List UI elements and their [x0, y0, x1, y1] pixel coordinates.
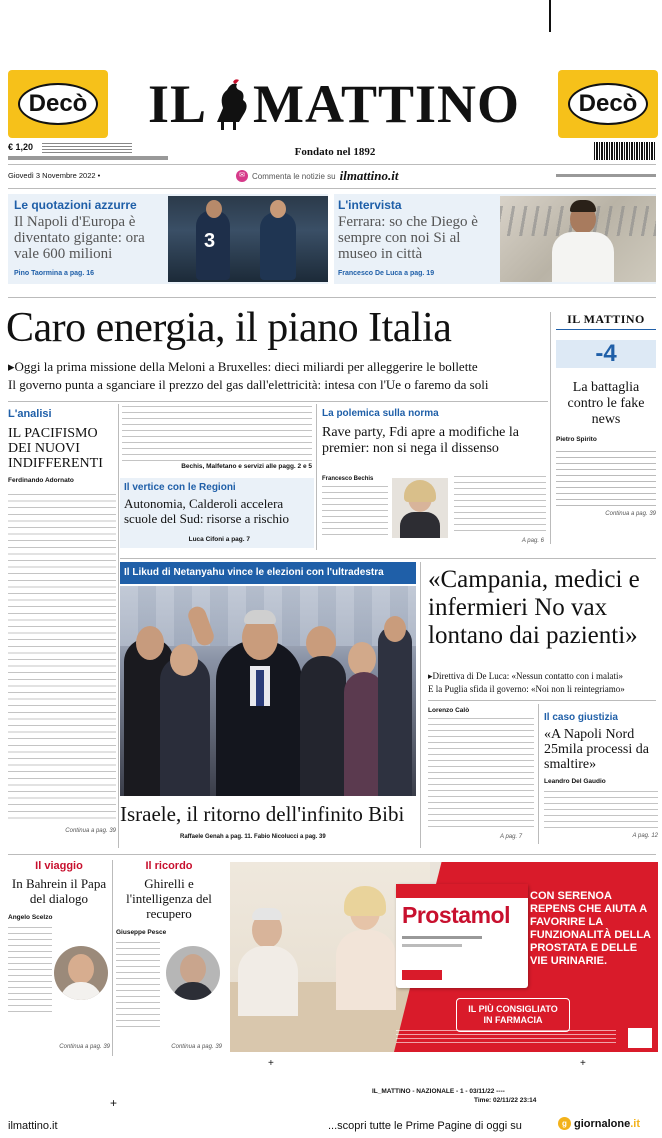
deco-logo-right [558, 70, 658, 138]
campania-page: A pag. 7 [500, 834, 523, 840]
registration-mark: + [110, 1096, 118, 1110]
teaser-kicker: L'intervista [338, 198, 402, 212]
napoli-players-photo: 3 [168, 196, 328, 282]
memory-story[interactable] [116, 860, 222, 1056]
rave-byline: Francesco Bechis [322, 476, 374, 482]
bottom-site-link[interactable]: ilmattino.it [8, 1120, 58, 1132]
sidebar-byline: Pietro Spirito [556, 436, 597, 443]
col-rule [550, 312, 551, 544]
rooster-icon [209, 78, 251, 130]
registration-mark: + [268, 1058, 274, 1069]
deco-logo-text: Decò [568, 83, 648, 125]
issue-date: Giovedì 3 Novembre 2022 • [8, 171, 101, 180]
giornalone-icon: g [558, 1117, 571, 1130]
main-story-body [122, 406, 312, 462]
summit-headline: Autonomia, Calderoli accelera scuole del Sud: risorse a rischio [124, 496, 289, 526]
memory-byline: Giuseppe Pesce [116, 929, 167, 936]
teaser-headline: Ferrara: so che Diego è sempre con noi Si al museo in città [338, 214, 478, 262]
main-deck-2: Il governo punta a sganciare il prezzo del gas dall'elettricità: intesa con l'Ue o faremo da soli [8, 377, 489, 392]
rave-body-right [454, 476, 546, 536]
ad-logo [628, 1028, 652, 1048]
campania-body [428, 718, 534, 830]
masthead-title-il: IL [147, 74, 208, 134]
israel-kicker: Il Likud di Netanyahu vince le elezioni con l'ultradestra [124, 567, 384, 578]
rule-campania [428, 700, 656, 701]
ghirelli-photo [166, 946, 220, 1000]
main-story-byline: Bechis, Malfetano e servizi alle pagg. 2 e 5 [181, 463, 312, 470]
rave-kicker: La polemica sulla norma [322, 408, 439, 419]
teaser-ferrara[interactable] [334, 194, 656, 284]
giornalone-tld: .it [630, 1117, 641, 1130]
justice-kicker: Il caso giustizia [544, 712, 618, 723]
rave-page: A pag. 6 [521, 538, 544, 544]
comment-prompt: Commenta le notizie su [252, 171, 336, 181]
ad-brand: Prostamol [402, 902, 510, 928]
price-details [42, 143, 132, 153]
ad-claim: CON SERENOA REPENS CHE AIUTA A FAVORIRE LA FUNZIONALITÀ DELLA PROSTATA E DELLE VIE URINARIE. [530, 890, 651, 967]
rave-body-left [322, 486, 388, 538]
rave-headline: Rave party, Fdi apre a modifiche la premier: non si nega il dissenso [322, 425, 519, 456]
site-link[interactable]: ilmattino.it [339, 168, 399, 183]
memory-headline: Ghirelli e l'intelligenza del recupero [126, 876, 212, 921]
price: € 1,20 [8, 142, 34, 152]
israel-byline: Raffaele Genah a pag. 11. Fabio Nicolucci a pag. 39 [180, 834, 326, 840]
sidebar-badge: -4 [556, 340, 656, 368]
teaser-napoli[interactable] [8, 194, 328, 284]
rule-bottom-section [8, 854, 656, 855]
masthead-title-mattino: MATTINO [253, 74, 521, 134]
registration-mark: + [580, 1058, 586, 1069]
justice-story[interactable] [544, 712, 658, 848]
postal-notice [8, 156, 168, 160]
justice-page: A pag. 12 [632, 833, 658, 839]
masthead-title [116, 74, 552, 134]
deco-logo-left [8, 70, 108, 138]
analysis-byline: Ferdinando Adornato [8, 477, 74, 484]
founded: Fondato nel 1892 [294, 146, 376, 158]
section-rule [8, 297, 656, 298]
masthead-rule [8, 164, 656, 165]
teaser-kicker: Le quotazioni azzurre [14, 198, 137, 212]
masthead-rule-2 [8, 188, 656, 189]
rule-mid [120, 558, 656, 559]
pope-photo [54, 946, 108, 1000]
ad-badge: IL PIÙ CONSIGLIATO IN FARMACIA [456, 998, 570, 1032]
barcode [594, 142, 656, 160]
memory-kicker: Il ricordo [145, 860, 193, 872]
justice-headline: «A Napoli Nord 25mila processi da smaltire» [544, 727, 649, 772]
campania-byline: Lorenzo Calò [428, 707, 470, 714]
sidebar-cont: Continua a pag. 39 [605, 511, 656, 517]
teaser-byline: Francesco De Luca a pag. 19 [338, 270, 435, 277]
netanyahu-photo [120, 586, 416, 796]
main-deck-1: ▸Oggi la prima missione della Meloni a Bruxelles: dieci miliardi per alleggerire le bollette [8, 359, 478, 374]
summit-kicker: Il vertice con le Regioni [124, 482, 236, 493]
col-rule [538, 704, 539, 844]
memory-body [116, 942, 160, 1032]
justice-byline: Leandro Del Gaudio [544, 778, 606, 785]
justice-body [544, 791, 658, 831]
travel-story[interactable] [8, 860, 110, 1056]
giornalone-link[interactable] [558, 1117, 640, 1130]
edition-time: Time: 02/11/22 23:14 [474, 1097, 537, 1104]
col-rule [118, 404, 119, 848]
ferrara-photo [500, 196, 656, 282]
deco-logo-text: Decò [18, 83, 98, 125]
masthead-small-print [556, 174, 656, 177]
crop-mark [549, 0, 551, 32]
campania-deck-1: ▸Direttiva di De Luca: «Nessun contatto con i malati» [428, 671, 623, 681]
ad-fine-print [396, 1030, 616, 1044]
teaser-headline: Il Napoli d'Europa è diventato gigante: ora vale 600 milioni [14, 214, 145, 262]
israel-headline: Israele, il ritorno dell'infinito Bibi [120, 802, 405, 826]
israel-story[interactable] [120, 562, 416, 848]
prostamol-ad[interactable] [230, 862, 658, 1052]
giornalone-brand: giornalone [574, 1117, 631, 1130]
travel-body [8, 927, 52, 1017]
rule-under-main [8, 401, 548, 402]
main-headline[interactable]: Caro energia, il piano Italia [6, 305, 452, 351]
rave-story[interactable] [322, 408, 548, 548]
edition-line: IL_MATTINO - NAZIONALE - 1 - 03/11/22 ---- [372, 1088, 505, 1095]
meloni-photo [392, 478, 448, 538]
analysis-body [8, 494, 116, 824]
analysis-headline: IL PACIFISMO DEI NUOVI INDIFFERENTI [8, 426, 103, 471]
col-rule [112, 860, 113, 1056]
sidebar-logo: IL MATTINO [567, 312, 645, 326]
ad-product-box [396, 884, 528, 988]
sidebar-body [556, 451, 656, 509]
travel-headline: In Bahrein il Papa del dialogo [11, 876, 107, 906]
comment-bar [236, 168, 398, 184]
memory-cont: Continua a pag. 39 [171, 1044, 222, 1050]
col-rule [420, 562, 421, 848]
analysis-column[interactable] [8, 408, 116, 848]
bottom-promo-text: ...scopri tutte le Prime Pagine di oggi su [328, 1120, 522, 1132]
fake-news-box[interactable] [556, 312, 656, 544]
travel-byline: Angelo Scelzo [8, 914, 53, 921]
sidebar-headline: La battaglia contro le fake news [567, 380, 645, 427]
travel-cont: Continua a pag. 39 [59, 1044, 110, 1050]
col-rule [316, 404, 317, 550]
campania-deck-2: E la Puglia sfida il governo: «Noi non li reintegriamo» [428, 684, 625, 694]
analysis-cont: Continua a pag. 39 [65, 828, 116, 834]
summit-box[interactable] [120, 478, 314, 548]
analysis-kicker: L'analisi [8, 408, 52, 420]
comment-icon: ✉ [236, 170, 248, 182]
teaser-byline: Pino Taormina a pag. 16 [14, 270, 95, 277]
travel-kicker: Il viaggio [35, 860, 83, 872]
summit-byline: Luca Cifoni a pag. 7 [188, 536, 250, 543]
campania-headline[interactable]: «Campania, medici e infermieri No vax lontano dai pazienti» [428, 566, 640, 649]
